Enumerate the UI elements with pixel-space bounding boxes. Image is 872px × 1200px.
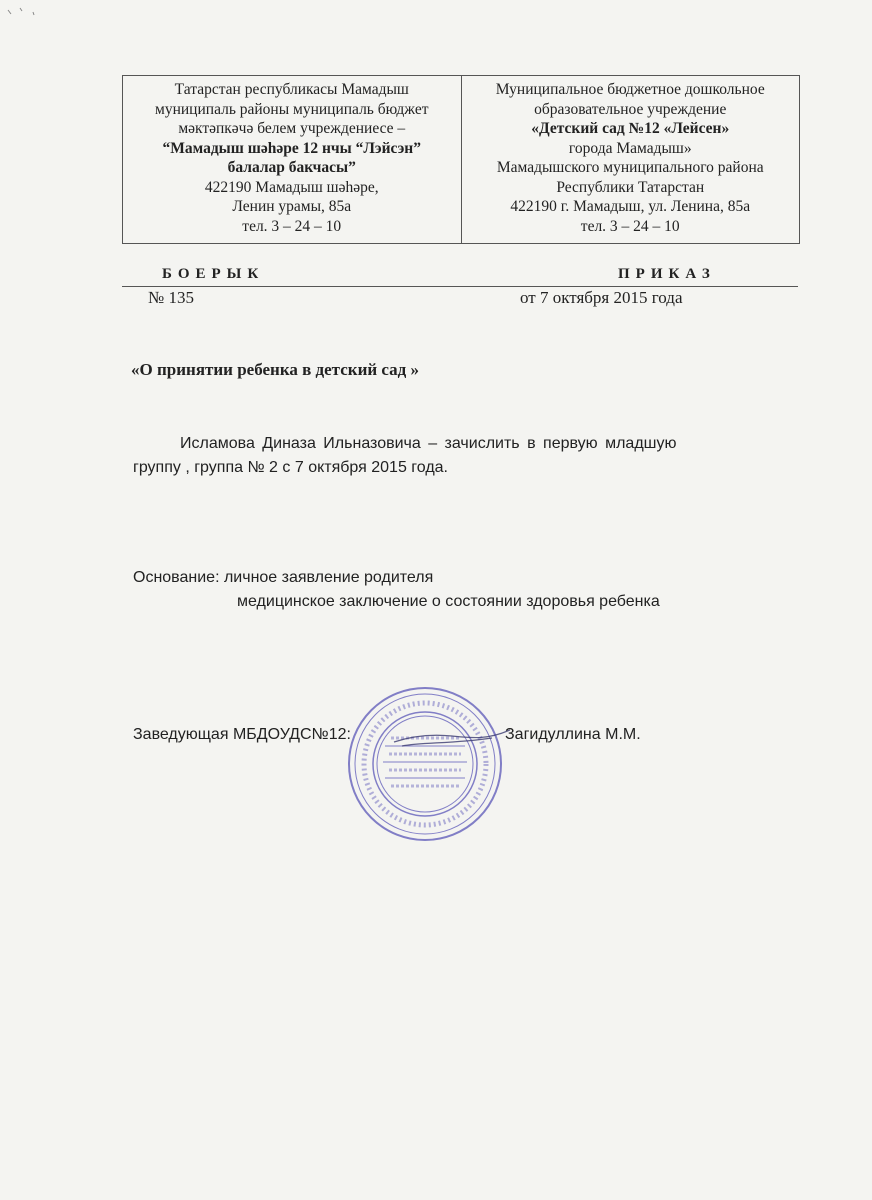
header-left-line: муниципаль районы муниципаль бюджет	[155, 100, 429, 118]
header-left-line: балалар бакчасы”	[227, 159, 356, 176]
header-table	[122, 75, 800, 244]
order-basis	[133, 566, 660, 614]
official-stamp	[345, 684, 505, 844]
header-right-line: Республики Татарстан	[556, 178, 705, 196]
order-body	[133, 432, 773, 480]
header-russian-column	[462, 76, 800, 243]
signatory-role: Заведующая МБДОУДС№12:	[133, 726, 351, 743]
header-right-line: образовательное учреждение	[534, 100, 727, 118]
header-left-line: тел. 3 – 24 – 10	[242, 217, 342, 235]
divider-line	[122, 286, 798, 287]
header-left-line: Ленин урамы, 85а	[232, 198, 352, 215]
basis-line: медицинское заключение о состоянии здоровья ребенка	[237, 593, 660, 610]
header-left-line: “Мамадыш шәһәре 12 нчы “Лэйсэн”	[162, 139, 421, 157]
basis-line: Основание: личное заявление родителя	[133, 569, 434, 586]
signatory-name: Загидуллина М.М.	[505, 726, 641, 743]
header-right-line: Мамадышского муниципального района	[496, 159, 764, 176]
order-word-tatar: БОЕРЫК	[162, 266, 265, 282]
header-left-line: Татарстан республикасы Мамадыш	[174, 81, 409, 98]
handwritten-signature	[392, 722, 512, 758]
order-word-russian: ПРИКАЗ	[618, 266, 716, 282]
header-right-line: тел. 3 – 24 – 10	[580, 217, 680, 235]
header-right-line: «Детский сад №12 «Лейсен»	[531, 120, 730, 137]
header-right-line: Муниципальное бюджетное дошкольное	[495, 81, 765, 98]
order-number: № 135	[148, 288, 194, 307]
header-right-line: 422190 г. Мамадыш, ул. Ленина, 85а	[510, 198, 751, 215]
order-date: от 7 октября 2015 года	[520, 288, 683, 307]
header-left-line: 422190 Мамадыш шәһәре,	[204, 178, 379, 196]
scan-specks	[0, 0, 60, 30]
order-title: «О принятии ребенка в детский сад »	[131, 360, 420, 379]
header-tatar-column	[123, 76, 462, 243]
order-body-line: Исламова Диназа Ильназовича – зачислить в первую младшую	[180, 435, 677, 452]
header-right-line: города Мамадыш»	[568, 139, 692, 157]
header-left-line: мәктәпкәчә белем учреждениесе –	[178, 120, 406, 137]
order-body-line: группу , группа № 2 с 7 октября 2015 года.	[133, 459, 448, 476]
